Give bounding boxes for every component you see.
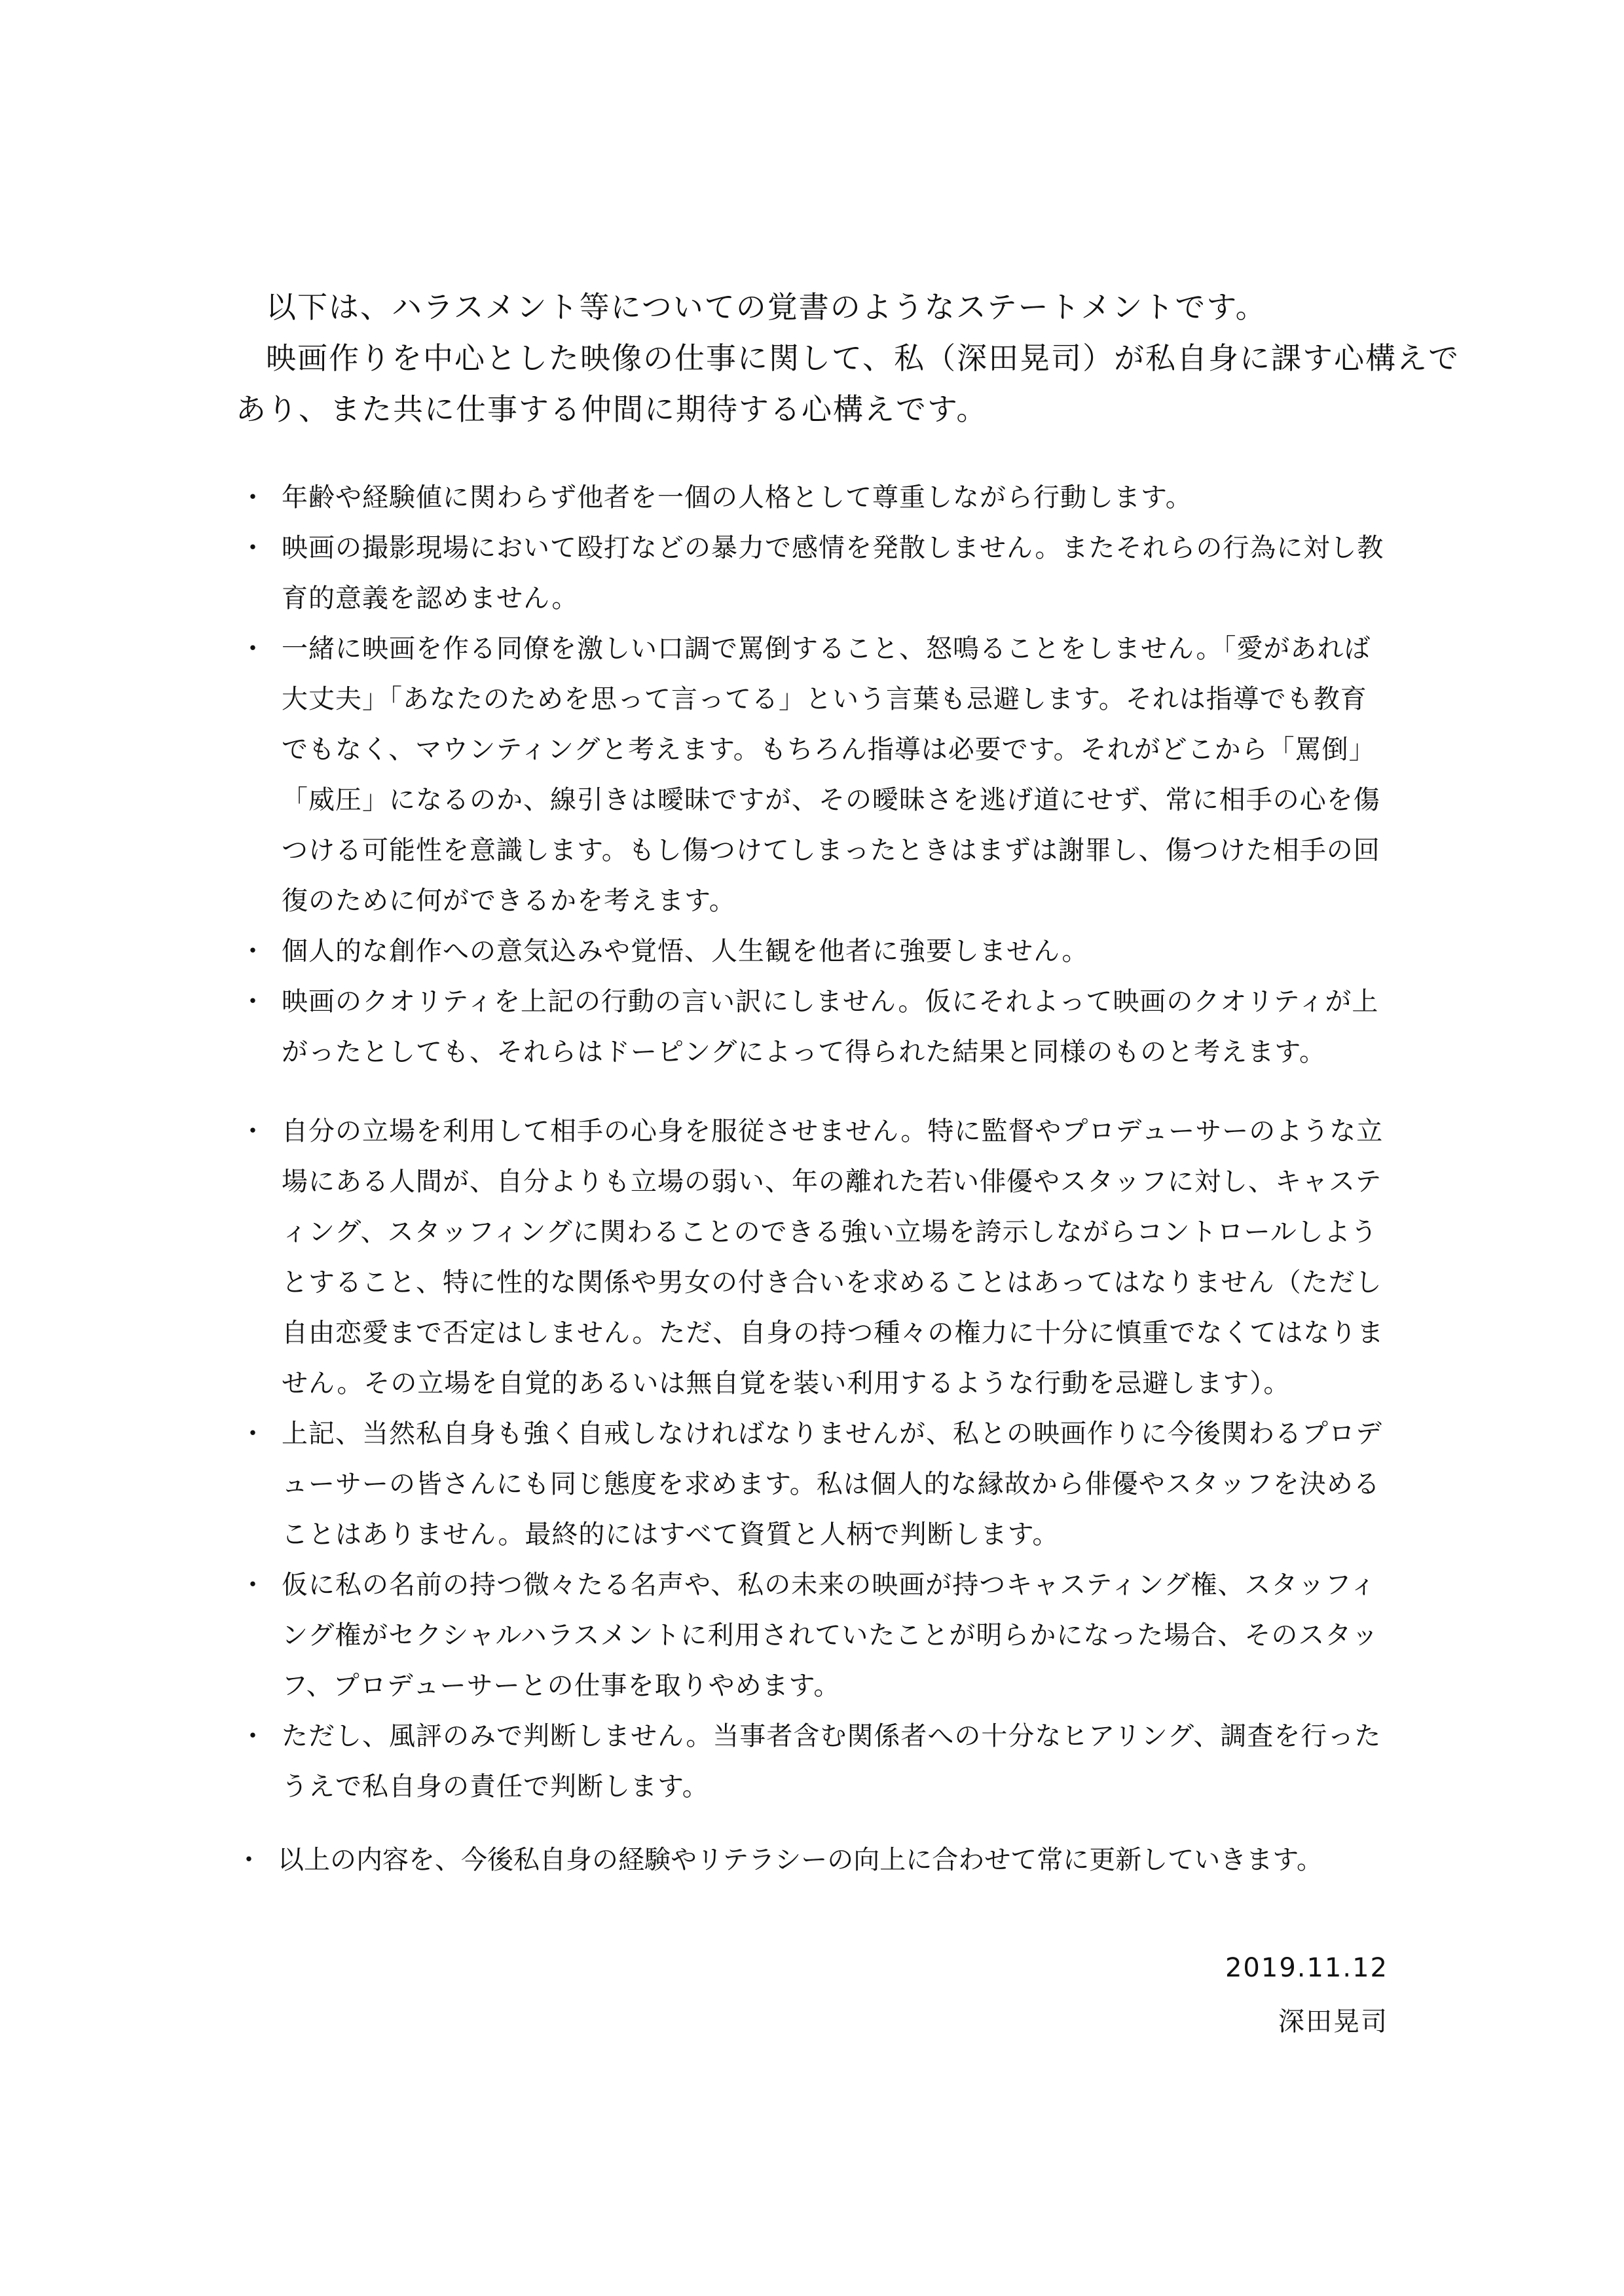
bullet-mark: ・ <box>240 483 267 513</box>
list-item-line: うえで私自身の責任で判断します。 <box>282 1772 709 1802</box>
bullet-mark: ・ <box>240 1116 267 1146</box>
list-item <box>236 523 1388 624</box>
final-item <box>236 1835 1388 1886</box>
list-item <box>236 977 1388 1078</box>
list-item-line: 年齢や経験値に関わらず他者を一個の人格として尊重しながら行動します。 <box>282 483 1192 513</box>
author-name: 深田晃司 <box>1278 2007 1388 2037</box>
list-item-line: とすること、特に性的な関係や男女の付き合いを求めることはあってはなりません（ただし <box>282 1267 1382 1298</box>
list-item-line: 育的意義を認めません。 <box>282 583 579 613</box>
list-item-line: 場にある人間が、自分よりも立場の弱い、年の離れた若い俳優やスタッフに対し、キャステ <box>282 1167 1382 1197</box>
list-item-line: 映画の撮影現場において殴打などの暴力で感情を発散しません。またそれらの行為に対し教 <box>282 533 1384 563</box>
signature-block <box>1225 1941 1388 2049</box>
list-item <box>236 1711 1388 1812</box>
bullet-mark: ・ <box>240 1721 267 1751</box>
list-item-line: フ、プロデューサーとの仕事を取りやめます。 <box>282 1671 841 1701</box>
bullet-mark: ・ <box>240 533 267 563</box>
list-item-line: 自由恋愛まで否定はしません。ただ、自身の持つ種々の権力に十分に慎重でなくてはなりま <box>282 1318 1384 1348</box>
list-item-line: 上記、当然私自身も強く自戒しなければなりませんが、私との映画作りに今後関わるプロデ <box>282 1419 1382 1449</box>
list-item-line: つける可能性を意識します。もし傷つけてしまったときはまずは謝罪し、傷つけた相手の回 <box>282 835 1380 866</box>
list-item-line: ング権がセクシャルハラスメントに利用されていたことが明らかになった場合、そのスタッ <box>282 1620 1379 1650</box>
list-item-line: 個人的な創作への意気込みや覚悟、人生観を他者に強要しません。 <box>282 936 1089 966</box>
list-item-line: 自分の立場を利用して相手の心身を服従させません。特に監督やプロデューサーのような立 <box>282 1116 1384 1146</box>
list-item-line: せん。その立場を自覚的あるいは無自覚を装い利用するような行動を忌避します）。 <box>282 1368 1291 1398</box>
list-item <box>236 473 1388 523</box>
statement-date: 2019.11.12 <box>1225 1953 1388 1983</box>
list-item-line: ことはありません。最終的にはすべて資質と人柄で判断します。 <box>282 1520 1060 1550</box>
section-1-list <box>236 473 1388 1078</box>
intro-line-3: あり、また共に仕事する仲間に期待する心構えです。 <box>236 392 988 427</box>
intro-line-1: 以下は、ハラスメント等についての覚書のようなステートメントです。 <box>266 289 1267 325</box>
list-item-line: ューサーの皆さんにも同じ態度を求めます。私は個人的な縁故から俳優やスタッフを決める <box>282 1469 1380 1499</box>
list-item-line: でもなく、マウンティングと考えます。もちろん指導は必要です。それがどこから「罵倒」 <box>282 735 1376 765</box>
list-item <box>236 1560 1388 1711</box>
list-item-line: ィング、スタッフィングに関わることのできる強い立場を誇示しながらコントロールしよう <box>282 1217 1378 1247</box>
list-item-line: 仮に私の名前の持つ微々たる名声や、私の未来の映画が持つキャスティング権、スタッフィ <box>282 1570 1377 1600</box>
bullet-mark: ・ <box>240 1570 267 1600</box>
list-item <box>236 624 1388 926</box>
bullet-mark: ・ <box>240 987 267 1017</box>
list-item-line: ただし、風評のみで判断しません。当事者含む関係者への十分なヒアリング、調査を行った <box>282 1721 1382 1751</box>
final-item-text: 以上の内容を、今後私自身の経験やリテラシーの向上に合わせて常に更新していきます。 <box>278 1845 1323 1875</box>
bullet-mark: ・ <box>240 634 267 664</box>
intro-block <box>236 282 1460 435</box>
list-item <box>236 1106 1388 1409</box>
list-item-line: がったとしても、それらはドーピングによって得られた結果と同様のものと考えます。 <box>282 1037 1326 1067</box>
list-item-line: 映画のクオリティを上記の行動の言い訳にしません。仮にそれよって映画のクオリティが上 <box>282 987 1379 1017</box>
list-item-line: 一緒に映画を作る同僚を激しい口調で罵倒すること、怒鳴ることをしません。「愛があれば <box>282 634 1371 664</box>
intro-line-2: 映画作りを中心とした映像の仕事に関して、私（深田晃司）が私自身に課す心構えで <box>266 340 1460 376</box>
bullet-mark: ・ <box>240 1419 267 1449</box>
list-item-line: 「威圧」になるのか、線引きは曖昧ですが、その曖昧さを逃げ道にせず、常に相手の心を傷 <box>282 785 1380 815</box>
list-item-line: 大丈夫」「あなたのためを思って言ってる」という言葉も忌避します。それは指導でも教育 <box>282 684 1367 714</box>
section-2-list <box>236 1106 1388 1812</box>
list-item <box>236 926 1388 977</box>
list-item-line: 復のために何ができるかを考えます。 <box>282 886 736 916</box>
bullet-mark: ・ <box>240 936 267 966</box>
bullet-mark: ・ <box>236 1845 262 1875</box>
list-item <box>236 1409 1388 1560</box>
